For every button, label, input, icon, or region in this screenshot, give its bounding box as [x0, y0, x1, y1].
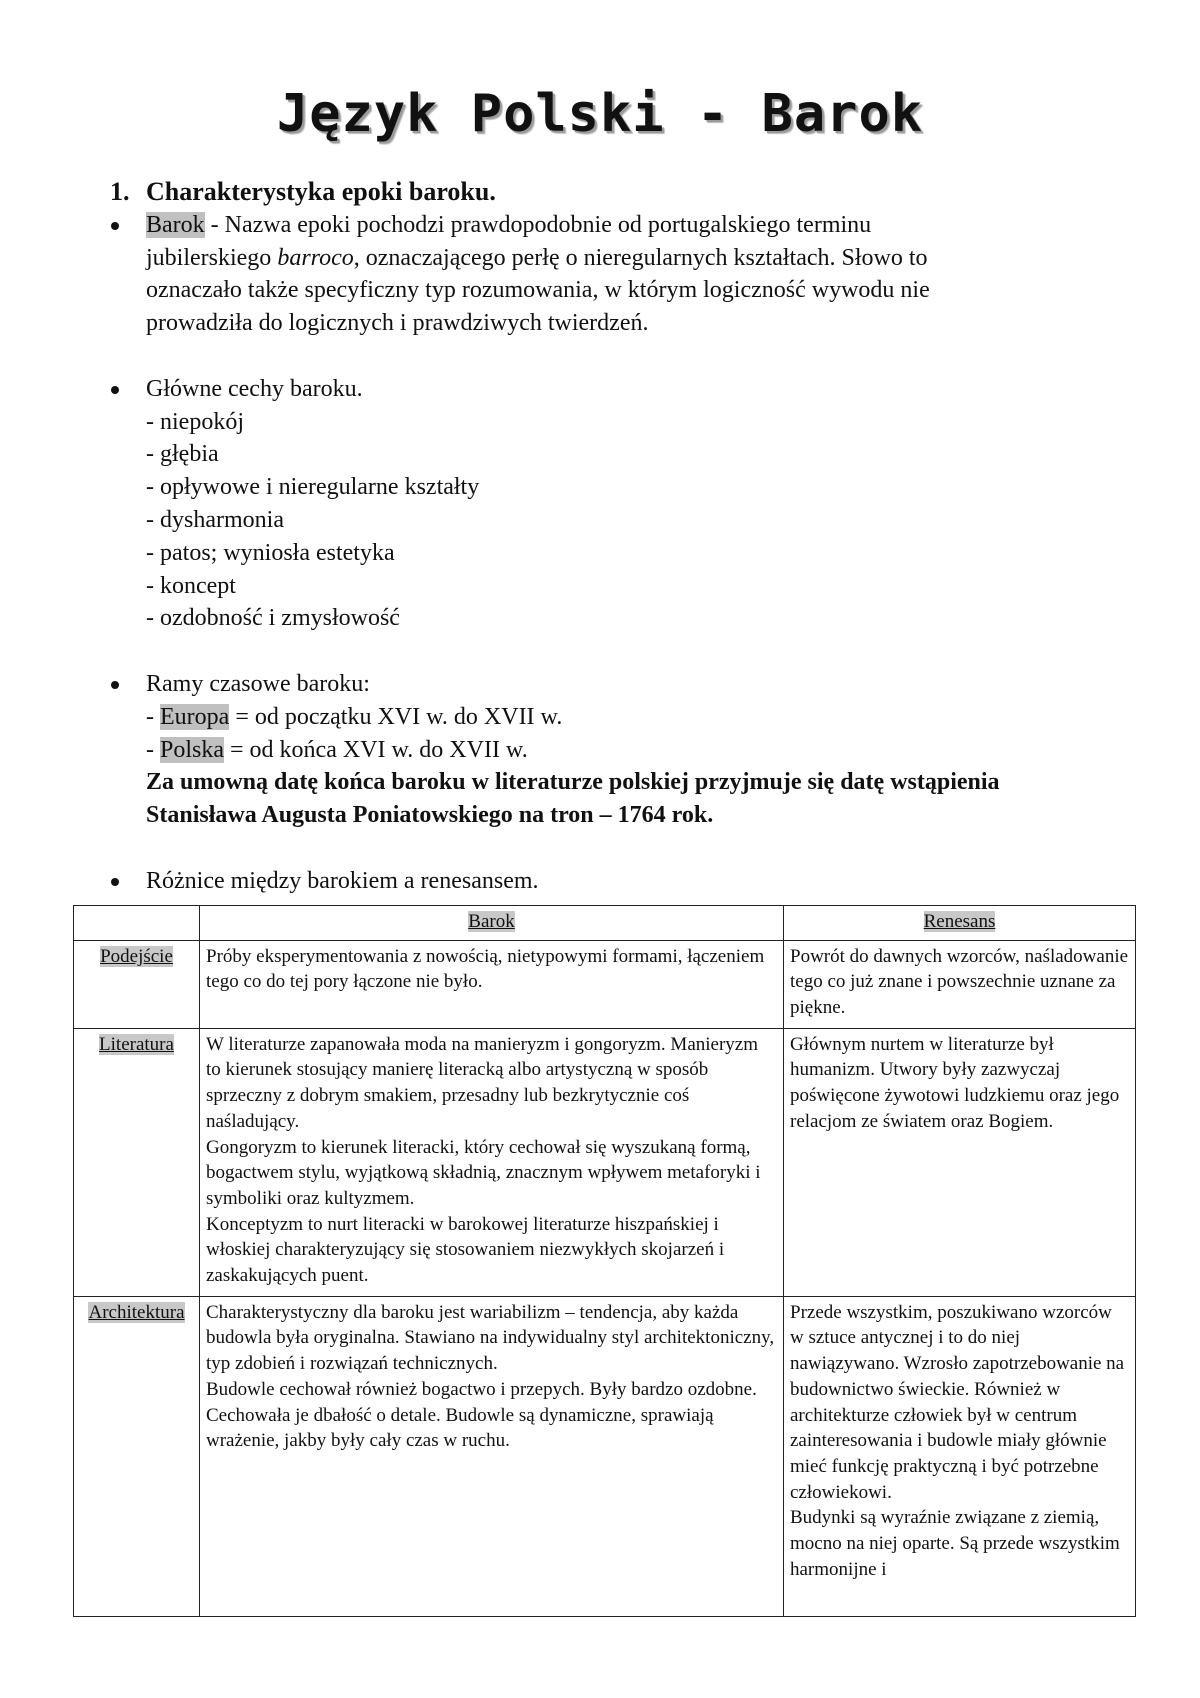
cell-text: W literaturze zapanowała moda na manieryzm i gongoryzm. Manieryzm to kierunek stosujący manierę literacką albo artystyczną w sposób sprzeczny z dobrym smakiem, przesadny lub bezkrytycznie coś naśladujący. [206, 1033, 759, 1132]
comparison-table [73, 905, 1136, 1617]
table-row [74, 1028, 1136, 1296]
bullet-barok-definition [108, 209, 1118, 340]
row-header-cell [74, 1296, 200, 1616]
row-header-literatura: Literatura [99, 1033, 174, 1055]
table-cell-barok [200, 940, 784, 1028]
table-header-row [74, 906, 1136, 941]
cell-text: Charakterystyczny dla baroku jest wariabilizm – tendencja, aby każda budowla była oryginalna. Stawiano na indywidualny styl architektoniczny, typ zdobień i rozwiązań technicznych. [206, 1301, 775, 1375]
barok-def-text-a: - Nazwa epoki pochodzi prawdopodobnie od portugalskiego terminu [204, 211, 872, 238]
page-title: Język Polski - Barok [276, 84, 924, 144]
barok-def-italic: barroco [277, 244, 354, 271]
table-corner-cell [74, 906, 200, 941]
barok-def-line3: oznaczało także specyficzny typ rozumowania, w którym logiczność wywodu nie [146, 277, 930, 304]
ramy-note-line2: Stanisława Augusta Poniatowskiego na tron – 1764 rok. [146, 802, 714, 829]
term-europa: Europa [160, 703, 230, 730]
cell-text: Budynki są wyraźnie związane z ziemią, mocno na niej oparte. Są przede wszystkim harmonijne i [790, 1507, 1120, 1580]
column-header-barok [200, 906, 784, 941]
cell-text: Przede wszystkim, poszukiwano wzorców w sztuce antycznej i to do niej nawiązywano. Wzrosło zapotrzebowanie na budownictwo świeckie. Również w architekturze człowiek był w centrum zainteresowania i budowle miały głównie mieć funkcję praktyczną i być potrzebne człowiekowi. [790, 1301, 1125, 1503]
ramy-europa-text: = od początku XVI w. do XVII w. [229, 703, 563, 730]
cecha-item: - niepokój [146, 408, 244, 435]
table-cell-barok [200, 1028, 784, 1296]
cell-text: Budowle cechował również bogactwo i przepych. Były bardzo ozdobne. Cechowała je dbałość o detale. Budowle są dynamiczne, sprawiają wrażenie, jakby były cały czas w ruchu. [206, 1378, 757, 1452]
table-row [74, 940, 1136, 1028]
section-heading-text: Charakterystyka epoki baroku. [146, 177, 496, 206]
bullet-ramy-czasowe [108, 668, 1118, 832]
ramy-note-line1: Za umowną datę końca baroku w literaturze polskiej przyjmuje się datę wstąpienia [146, 769, 1000, 796]
column-header-renesans [784, 906, 1136, 941]
ramy-polska-text: = od końca XVI w. do XVII w. [224, 736, 528, 763]
term-barok: Barok [146, 211, 205, 238]
cell-text: Gongoryzm to kierunek literacki, który cechował się wyszukaną formą, bogactwem stylu, wyjątkową składnią, znacznym wpływem metaforyki i symboliki oraz kultyzmem. [206, 1136, 761, 1209]
ramy-polska-prefix: - [146, 736, 160, 763]
barok-def-text-c: , oznaczającego perłę o nieregularnych kształtach. Słowo to [353, 244, 928, 271]
barok-def-text-b: jubilerskiego [146, 244, 278, 271]
row-header-podejscie: Podejście [100, 945, 173, 967]
table-cell-renesans [784, 1028, 1136, 1296]
cell-text: Głównym nurtem w literaturze był humanizm. Utwory były zazwyczaj poświęcone żywotowi ludzkiemu oraz jego relacjom ze światem oraz Bogiem. [790, 1033, 1120, 1132]
cell-text: Konceptyzm to nurt literacki w barokowej literaturze hiszpańskiej i włoskiej charakteryzujący się stosowaniem niezwykłych skojarzeń i zaskakujących puent. [206, 1213, 725, 1287]
cecha-item: - koncept [146, 572, 236, 599]
column-header-barok-text: Barok [468, 911, 515, 932]
cecha-item: - patos; wyniosła estetyka [146, 539, 395, 566]
row-header-cell [74, 1028, 200, 1296]
row-header-architektura: Architektura [88, 1301, 185, 1323]
table-cell-renesans [784, 1296, 1136, 1616]
table-cell-barok [200, 1296, 784, 1616]
column-header-renesans-text: Renesans [923, 911, 996, 932]
barok-def-line4: prowadziła do logicznych i prawdziwych twierdzeń. [146, 310, 649, 337]
cecha-item: - opływowe i nieregularne kształty [146, 474, 480, 501]
cecha-item: - dysharmonia [146, 506, 284, 533]
section-heading [108, 176, 1118, 209]
section-number: 1. [110, 177, 130, 206]
roznice-heading: Różnice między barokiem a renesansem. [146, 867, 539, 894]
bullet-roznice [108, 865, 1118, 898]
ramy-heading: Ramy czasowe baroku: [146, 670, 370, 697]
cecha-item: - głębia [146, 441, 219, 468]
cell-text: Powrót do dawnych wzorców, naśladowanie tego co już znane i powszechnie uznane za piękne. [790, 945, 1129, 1019]
cechy-heading: Główne cechy baroku. [146, 375, 363, 402]
cell-text: Próby eksperymentowania z nowością, nietypowymi formami, łączeniem tego co do tej pory łączone nie było. [206, 945, 765, 993]
row-header-cell [74, 940, 200, 1028]
bullet-glowne-cechy [108, 373, 1118, 635]
term-polska: Polska [160, 736, 225, 763]
document-body [108, 176, 1118, 898]
ramy-europa-prefix: - [146, 703, 160, 730]
table-cell-renesans [784, 940, 1136, 1028]
cecha-item: - ozdobność i zmysłowość [146, 605, 400, 632]
table-row [74, 1296, 1136, 1616]
